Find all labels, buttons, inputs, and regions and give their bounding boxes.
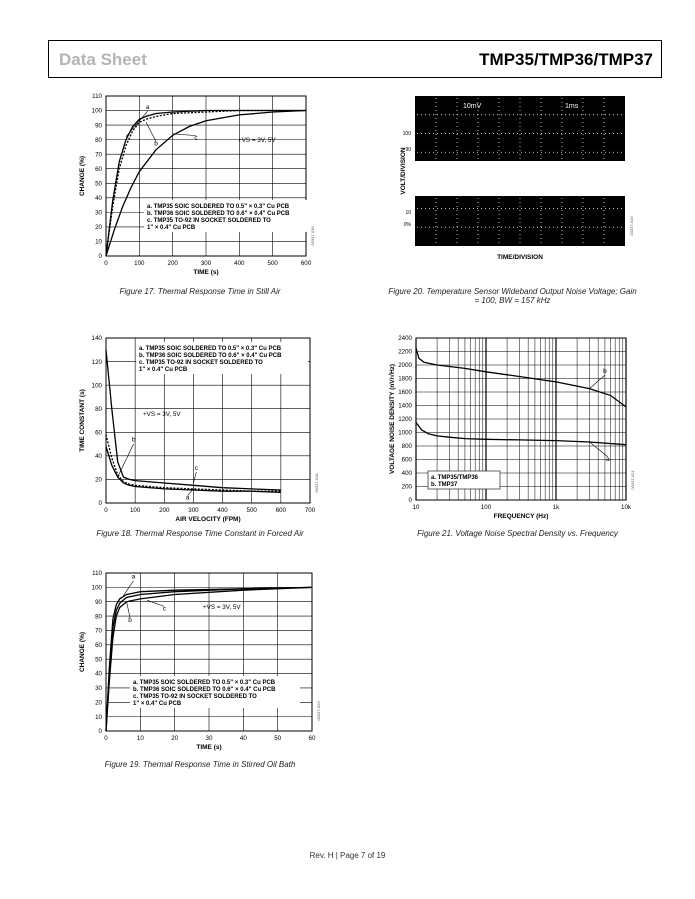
y-tick-label: 50 (95, 656, 102, 664)
page-footer: Rev. H | Page 7 of 19 (309, 851, 386, 860)
x-tick-label: 300 (188, 507, 199, 514)
y-tick-label: 100 (91, 382, 102, 390)
y-tick-label: 0 (98, 253, 102, 261)
y-tick-label: 90 (95, 598, 102, 606)
series-label-b: b (131, 436, 136, 444)
legend-entry: a. TMP35 SOIC SOLDERED TO 0.5" × 0.3" Cu PCB (147, 204, 290, 210)
figure-21-caption: Figure 21. Voltage Noise Spectral Density vs. Frequency (417, 529, 618, 538)
noise-band (415, 162, 625, 196)
y-tick-label: 40 (95, 453, 102, 461)
series-label-leader (589, 375, 605, 389)
x-axis-title: FREQUENCY (Hz) (493, 513, 549, 520)
y-tick-label: 100 (91, 584, 102, 592)
y-tick-label: 2200 (398, 348, 412, 356)
x-tick-label: 700 (304, 507, 316, 514)
series-label-leader (173, 134, 196, 136)
x-tick-label: 100 (129, 507, 141, 514)
y-tick-label: 0 (408, 497, 412, 505)
y-tick-label: 110 (92, 93, 102, 101)
legend-entry: c. TMP35 TO-92 IN SOCKET SOLDERED TO (133, 694, 257, 700)
y-axis-title: VOLTAGE NOISE DENSITY (nV/√Hz) (389, 363, 396, 475)
x-tick-label: 200 (167, 260, 178, 267)
y-tick-label: 2000 (398, 362, 412, 370)
y-tick-label: 140 (91, 335, 102, 343)
x-tick-label: 100 (134, 260, 145, 267)
supply-annotation: +VS = 3V, 5V (203, 604, 241, 611)
y-tick-label: 70 (95, 151, 102, 159)
y-tick-label: 1400 (398, 402, 412, 410)
x-tick-label: 10 (412, 504, 420, 511)
series-label-leader (118, 444, 134, 477)
series-label-leader (127, 602, 130, 618)
y-tick-label: 120 (91, 358, 102, 366)
figure-19-chart (68, 567, 328, 755)
y-axis-title: CHANGE (%) (79, 155, 86, 197)
x-tick-label: 40 (239, 735, 247, 742)
legend-entry: 1" × 0.4" Cu PCB (139, 367, 188, 373)
legend-entry: c. TMP35 TO-92 IN SOCKET SOLDERED TO (147, 218, 271, 224)
y-tick-label: 100 (91, 107, 102, 115)
figure-18-chart (68, 330, 328, 525)
x-axis-title: TIME (s) (196, 744, 222, 751)
x-tick-label: 0 (104, 735, 108, 742)
series-label-leader (126, 111, 148, 137)
scope-mark-100: 100 (402, 131, 411, 137)
figure-20-scope (395, 90, 645, 280)
scope-mark-10: 10 (405, 210, 411, 216)
header-left-title: Data Sheet (59, 50, 147, 69)
y-tick-label: 2400 (398, 335, 412, 343)
x-tick-label: 100 (480, 504, 492, 511)
scope-time-label: 1ms (565, 103, 579, 110)
y-tick-label: 50 (95, 180, 102, 188)
y-tick-label: 80 (95, 136, 102, 144)
legend-entry: b. TMP36 SOIC SOLDERED TO 0.6" × 0.4" Cu PCB (147, 211, 290, 217)
x-tick-label: 50 (274, 735, 282, 742)
y-tick-label: 60 (95, 642, 102, 650)
x-tick-label: 60 (308, 735, 316, 742)
series-label-a: a (606, 455, 610, 463)
y-tick-label: 1000 (398, 429, 412, 437)
x-tick-label: 0 (104, 260, 108, 267)
supply-annotation: +VS = 3V, 5V (238, 137, 276, 144)
figure-code: 00337-021 (630, 470, 635, 490)
y-tick-label: 800 (401, 443, 412, 451)
legend-entry: 1" × 0.4" Cu PCB (133, 701, 182, 707)
y-tick-label: 60 (95, 165, 102, 173)
y-tick-label: 20 (95, 699, 102, 707)
series-label-c: c (194, 465, 198, 472)
y-tick-label: 30 (95, 685, 102, 693)
figure-17-caption: Figure 17. Thermal Response Time in Still Air (119, 287, 281, 296)
y-tick-label: 40 (95, 195, 102, 203)
series-label-b: b (128, 616, 132, 624)
page-header (48, 40, 662, 78)
figure-19-caption: Figure 19. Thermal Response Time in Stirred Oil Bath (104, 760, 296, 769)
legend-entry: c. TMP35 TO-92 IN SOCKET SOLDERED TO (139, 360, 263, 366)
series-line-a (416, 422, 626, 444)
y-tick-label: 200 (401, 483, 412, 491)
y-tick-label: 1600 (398, 389, 412, 397)
series-line-b (416, 348, 626, 407)
y-tick-label: 20 (95, 476, 102, 484)
y-tick-label: 110 (92, 570, 102, 578)
x-axis-title: TIME/DIVISION (497, 254, 543, 261)
y-axis-title: VOLT/DIVISION (400, 147, 407, 195)
y-tick-label: 80 (95, 405, 102, 413)
legend-entry: a. TMP35 SOIC SOLDERED TO 0.5" × 0.3" Cu PCB (133, 680, 276, 686)
y-tick-label: 60 (95, 429, 102, 437)
y-axis-title: TIME CONSTANT (s) (79, 389, 86, 452)
figure-code: 00337-018 (314, 473, 319, 493)
x-tick-label: 200 (159, 507, 170, 514)
x-axis-title: TIME (s) (193, 269, 219, 276)
figure-code: 00337-019 (629, 216, 634, 236)
series-label-a: a (145, 104, 150, 112)
figure-20-caption: Figure 20. Temperature Sensor Wideband Output Noise Voltage; Gain = 100, BW = 157 kHz (388, 287, 637, 305)
x-tick-label: 10k (621, 504, 631, 511)
y-tick-label: 600 (401, 456, 412, 464)
y-tick-label: 80 (95, 613, 102, 621)
legend-entry: b. TMP37 (431, 482, 458, 488)
series-label-a: a (131, 573, 136, 581)
y-tick-label: 10 (95, 713, 102, 721)
y-tick-label: 0 (98, 500, 102, 508)
x-tick-label: 600 (275, 507, 287, 514)
y-axis-title: CHANGE (%) (79, 631, 86, 673)
legend-entry: b. TMP36 SOIC SOLDERED TO 0.6" × 0.4" Cu PCB (139, 353, 282, 359)
figure-code: 00337-016 (310, 226, 315, 246)
x-tick-label: 500 (246, 507, 257, 514)
scope-mark-0: 0% (403, 222, 411, 228)
figure-code: 00337-020 (316, 701, 321, 721)
x-tick-label: 30 (205, 735, 213, 742)
y-tick-label: 30 (95, 209, 102, 217)
legend-entry: a. TMP35 SOIC SOLDERED TO 0.5" × 0.3" Cu PCB (139, 346, 282, 352)
figure-21-chart (378, 330, 648, 525)
series-label-b: b (154, 140, 158, 148)
y-tick-label: 70 (95, 627, 102, 635)
x-axis-title: AIR VELOCITY (FPM) (175, 516, 241, 523)
y-tick-label: 1200 (398, 416, 412, 424)
series-label-c: c (162, 605, 166, 613)
y-tick-label: 0 (98, 728, 102, 736)
y-tick-label: 20 (95, 224, 102, 232)
legend-entry: 1" × 0.4" Cu PCB (147, 225, 196, 231)
scope-volts-label: 10mV (463, 103, 482, 110)
y-tick-label: 10 (95, 238, 102, 246)
x-tick-label: 500 (267, 260, 278, 267)
supply-annotation: +VS = 3V, 5V (143, 411, 181, 418)
x-tick-label: 400 (234, 260, 245, 267)
x-tick-label: 1k (552, 504, 560, 511)
legend-entry: b. TMP36 SOIC SOLDERED TO 0.6" × 0.4" Cu PCB (133, 687, 276, 693)
y-tick-label: 90 (95, 122, 102, 130)
y-tick-label: 400 (401, 470, 412, 478)
series-label-c: c (194, 134, 198, 142)
x-tick-label: 400 (217, 507, 228, 514)
figure-18-caption: Figure 18. Thermal Response Time Constant in Forced Air (96, 529, 304, 538)
x-tick-label: 10 (136, 735, 144, 742)
series-label-a: a (185, 494, 190, 502)
x-tick-label: 300 (200, 260, 212, 267)
y-tick-label: 40 (95, 670, 102, 678)
legend-entry: a. TMP35/TMP36 (431, 475, 479, 481)
figure-17-chart (68, 90, 328, 285)
x-tick-label: 20 (171, 735, 179, 742)
series-label-leader (193, 472, 196, 483)
x-tick-label: 600 (300, 260, 312, 267)
header-right-title: TMP35/TMP36/TMP37 (479, 50, 653, 69)
x-tick-label: 0 (104, 507, 108, 514)
y-tick-label: 1800 (398, 375, 412, 383)
scope-mark-90: 90 (405, 147, 411, 153)
series-label-b: b (603, 368, 607, 376)
